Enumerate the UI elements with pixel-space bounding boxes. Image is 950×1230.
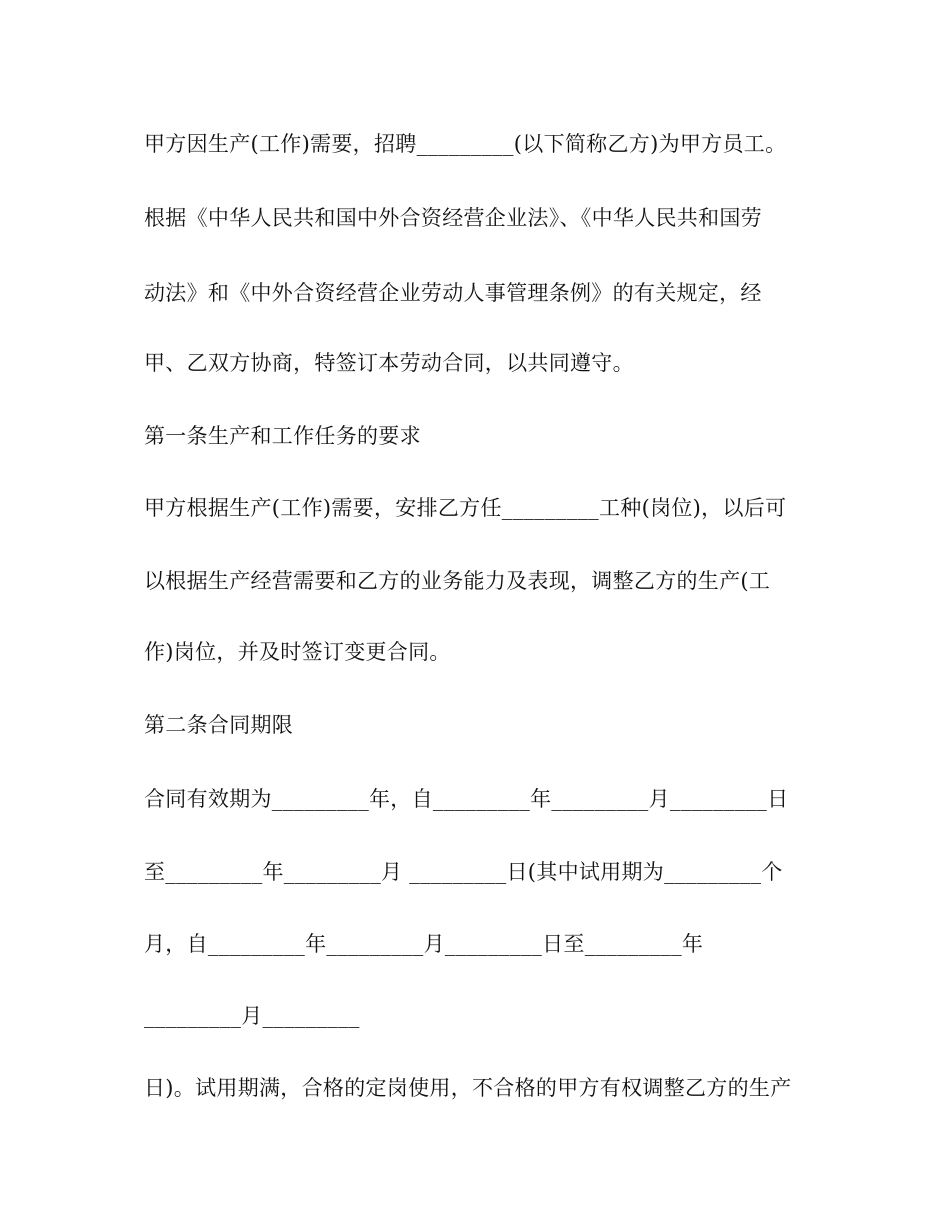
article-1-heading: 第一条生产和工作任务的要求 <box>144 424 421 448</box>
article-1-line-2: 以根据生产经营需要和乙方的业务能力及表现，调整乙方的生产(工 <box>144 569 771 593</box>
article-2-line-5: 日)。试用期满，合格的定岗使用，不合格的甲方有权调整乙方的生产 <box>144 1076 792 1100</box>
article-2-line-3: 月，自_________年_________月_________日至_________年 <box>144 932 704 956</box>
intro-paragraph-line-2: 根据《中华人民共和国中外合资经营企业法》、《中华人民共和国劳 <box>144 206 762 230</box>
article-2-line-1: 合同有效期为_________年，自_________年_________月_________日 <box>144 787 789 811</box>
article-1-line-1: 甲方根据生产(工作)需要，安排乙方任_________工种(岗位)，以后可 <box>144 496 787 520</box>
intro-paragraph-line-1: 甲方因生产(工作)需要，招聘_________(以下简称乙方)为甲方员工。 <box>144 132 787 156</box>
intro-paragraph-line-4: 甲、乙双方协商，特签订本劳动合同，以共同遵守。 <box>144 351 634 375</box>
article-2-heading: 第二条合同期限 <box>144 713 294 737</box>
article-2-line-2: 至_________年_________月 _________日(其中试用期为_________个 <box>144 860 783 884</box>
article-2-line-4: _________月_________ <box>144 1004 360 1028</box>
article-1-line-3: 作)岗位，并及时签订变更合同。 <box>144 640 451 664</box>
intro-paragraph-line-3: 动法》和《中外合资经营企业劳动人事管理条例》的有关规定，经 <box>144 281 762 305</box>
